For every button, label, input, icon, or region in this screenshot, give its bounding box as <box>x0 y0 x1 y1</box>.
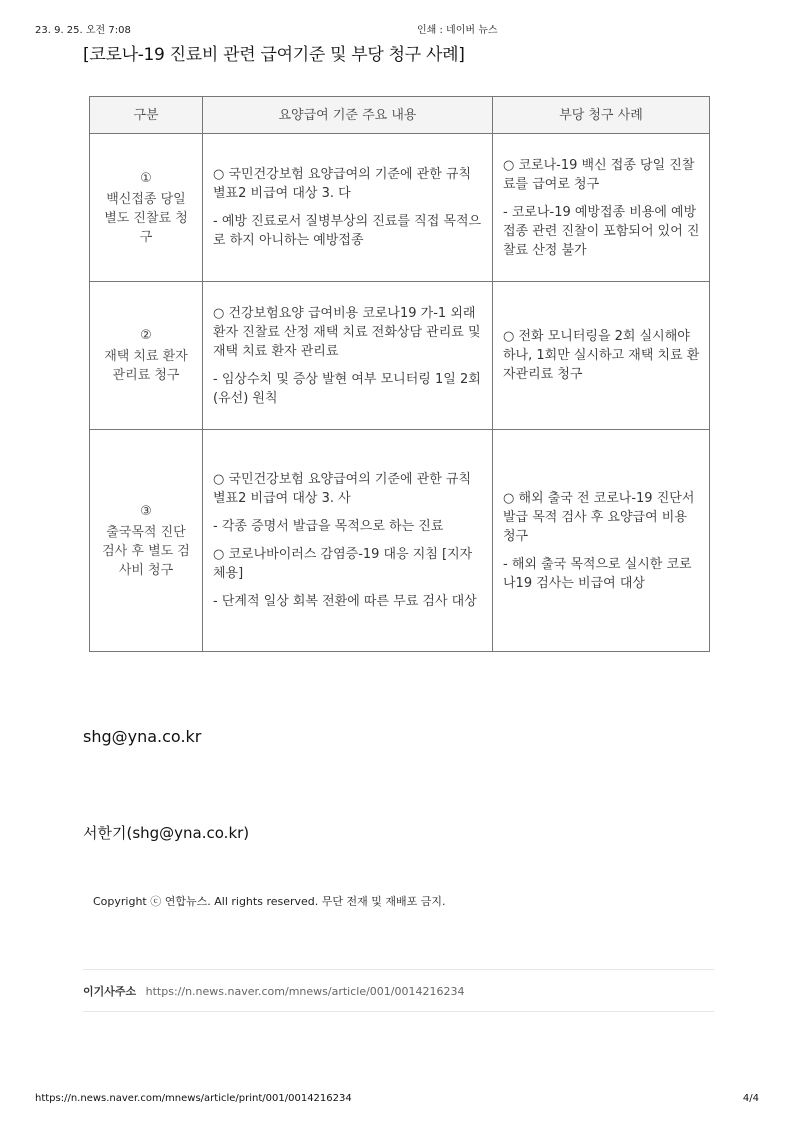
standard-cell <box>203 430 493 652</box>
standard-item: ○ 국민건강보험 요양급여의 기준에 관한 규칙 별표2 비급여 대상 3. 다 <box>213 167 472 201</box>
claim-cell <box>493 430 710 652</box>
claim-item: - 코로나-19 예방접종 비용에 예방접종 관련 진찰이 포함되어 있어 진찰료 산정 불가 <box>503 204 700 258</box>
standard-item: - 예방 진료로서 질병부상의 진료를 직접 목적으로 하지 아니하는 예방접종 <box>213 214 482 248</box>
category-text: 출국목적 진단검사 후 별도 검사비 청구 <box>102 524 190 578</box>
standard-item: ○ 건강보험요양 급여비용 코로나19 가-1 외래환자 진찰료 산정 재택 치료 전화상담 관리료 및 재택 치료 환자 관리료 <box>213 305 481 359</box>
standard-cell <box>203 134 493 282</box>
claim-cell <box>493 282 710 430</box>
standard-item: - 단계적 일상 회복 전환에 따른 무료 검사 대상 <box>213 594 477 609</box>
col-header-category: 구분 <box>90 97 203 134</box>
print-page-number: 4/4 <box>742 1093 759 1104</box>
claim-item: - 해외 출국 목적으로 실시한 코로나19 검사는 비급여 대상 <box>503 556 692 591</box>
category-text: 재택 치료 환자관리료 청구 <box>104 349 188 383</box>
reporter-email: shg@yna.co.kr <box>83 727 202 746</box>
category-cell <box>90 282 203 430</box>
col-header-claim: 부당 청구 사례 <box>493 97 710 134</box>
copyright-notice: Copyright ⓒ 연합뉴스. All rights reserved. 무단 전재 및 재배포 금지. <box>93 895 446 908</box>
divider <box>83 969 714 970</box>
table-header-row <box>90 97 710 134</box>
claim-item: ○ 코로나-19 백신 접종 당일 진찰료를 급여로 청구 <box>503 157 695 192</box>
table-row <box>90 282 710 430</box>
claim-item: ○ 전화 모니터링을 2회 실시해야 하나, 1회만 실시하고 재택 치료 환자관리료 청구 <box>503 329 700 382</box>
category-cell <box>90 430 203 652</box>
row-number: ② <box>140 328 152 343</box>
row-number: ③ <box>140 503 152 519</box>
category-text: 백신접종 당일 별도 진찰료 청구 <box>104 191 188 245</box>
print-footer-url: https://n.news.naver.com/mnews/article/print/001/0014216234 <box>35 1093 352 1104</box>
table-row <box>90 430 710 652</box>
divider <box>83 1011 714 1012</box>
standard-item: ○ 국민건강보험 요양급여의 기준에 관한 규칙 별표2 비급여 대상 3. 사 <box>213 472 472 506</box>
claim-item: ○ 해외 출국 전 코로나-19 진단서 발급 목적 검사 후 요양급여 비용 청구 <box>503 490 695 544</box>
claim-cell <box>493 134 710 282</box>
standard-item: ○ 코로나바이러스 감염증-19 대응 지침 [지자체용] <box>213 547 473 581</box>
article-url-link[interactable]: https://n.news.naver.com/mnews/article/001/0014216234 <box>145 985 465 998</box>
print-page-title: 인쇄 : 네이버 뉴스 <box>417 25 498 36</box>
standard-item: - 임상수치 및 증상 발현 여부 모니터링 1일 2회(유선) 원칙 <box>213 371 481 406</box>
article-url-label: 이기사주소 <box>83 985 137 998</box>
col-header-standard: 요양급여 기준 주요 내용 <box>203 97 493 134</box>
standard-cell <box>203 282 493 430</box>
table-heading: [코로나-19 진료비 관련 급여기준 및 부당 청구 사례] <box>83 45 465 65</box>
reporter-byline: 서한기(shg@yna.co.kr) <box>83 824 250 842</box>
category-cell <box>90 134 203 282</box>
row-number: ① <box>140 170 152 186</box>
article-url-row <box>83 983 465 999</box>
billing-cases-table <box>89 96 710 652</box>
standard-item: - 각종 증명서 발급을 목적으로 하는 진료 <box>213 519 444 534</box>
print-datetime: 23. 9. 25. 오전 7:08 <box>35 25 131 36</box>
table-row <box>90 134 710 282</box>
